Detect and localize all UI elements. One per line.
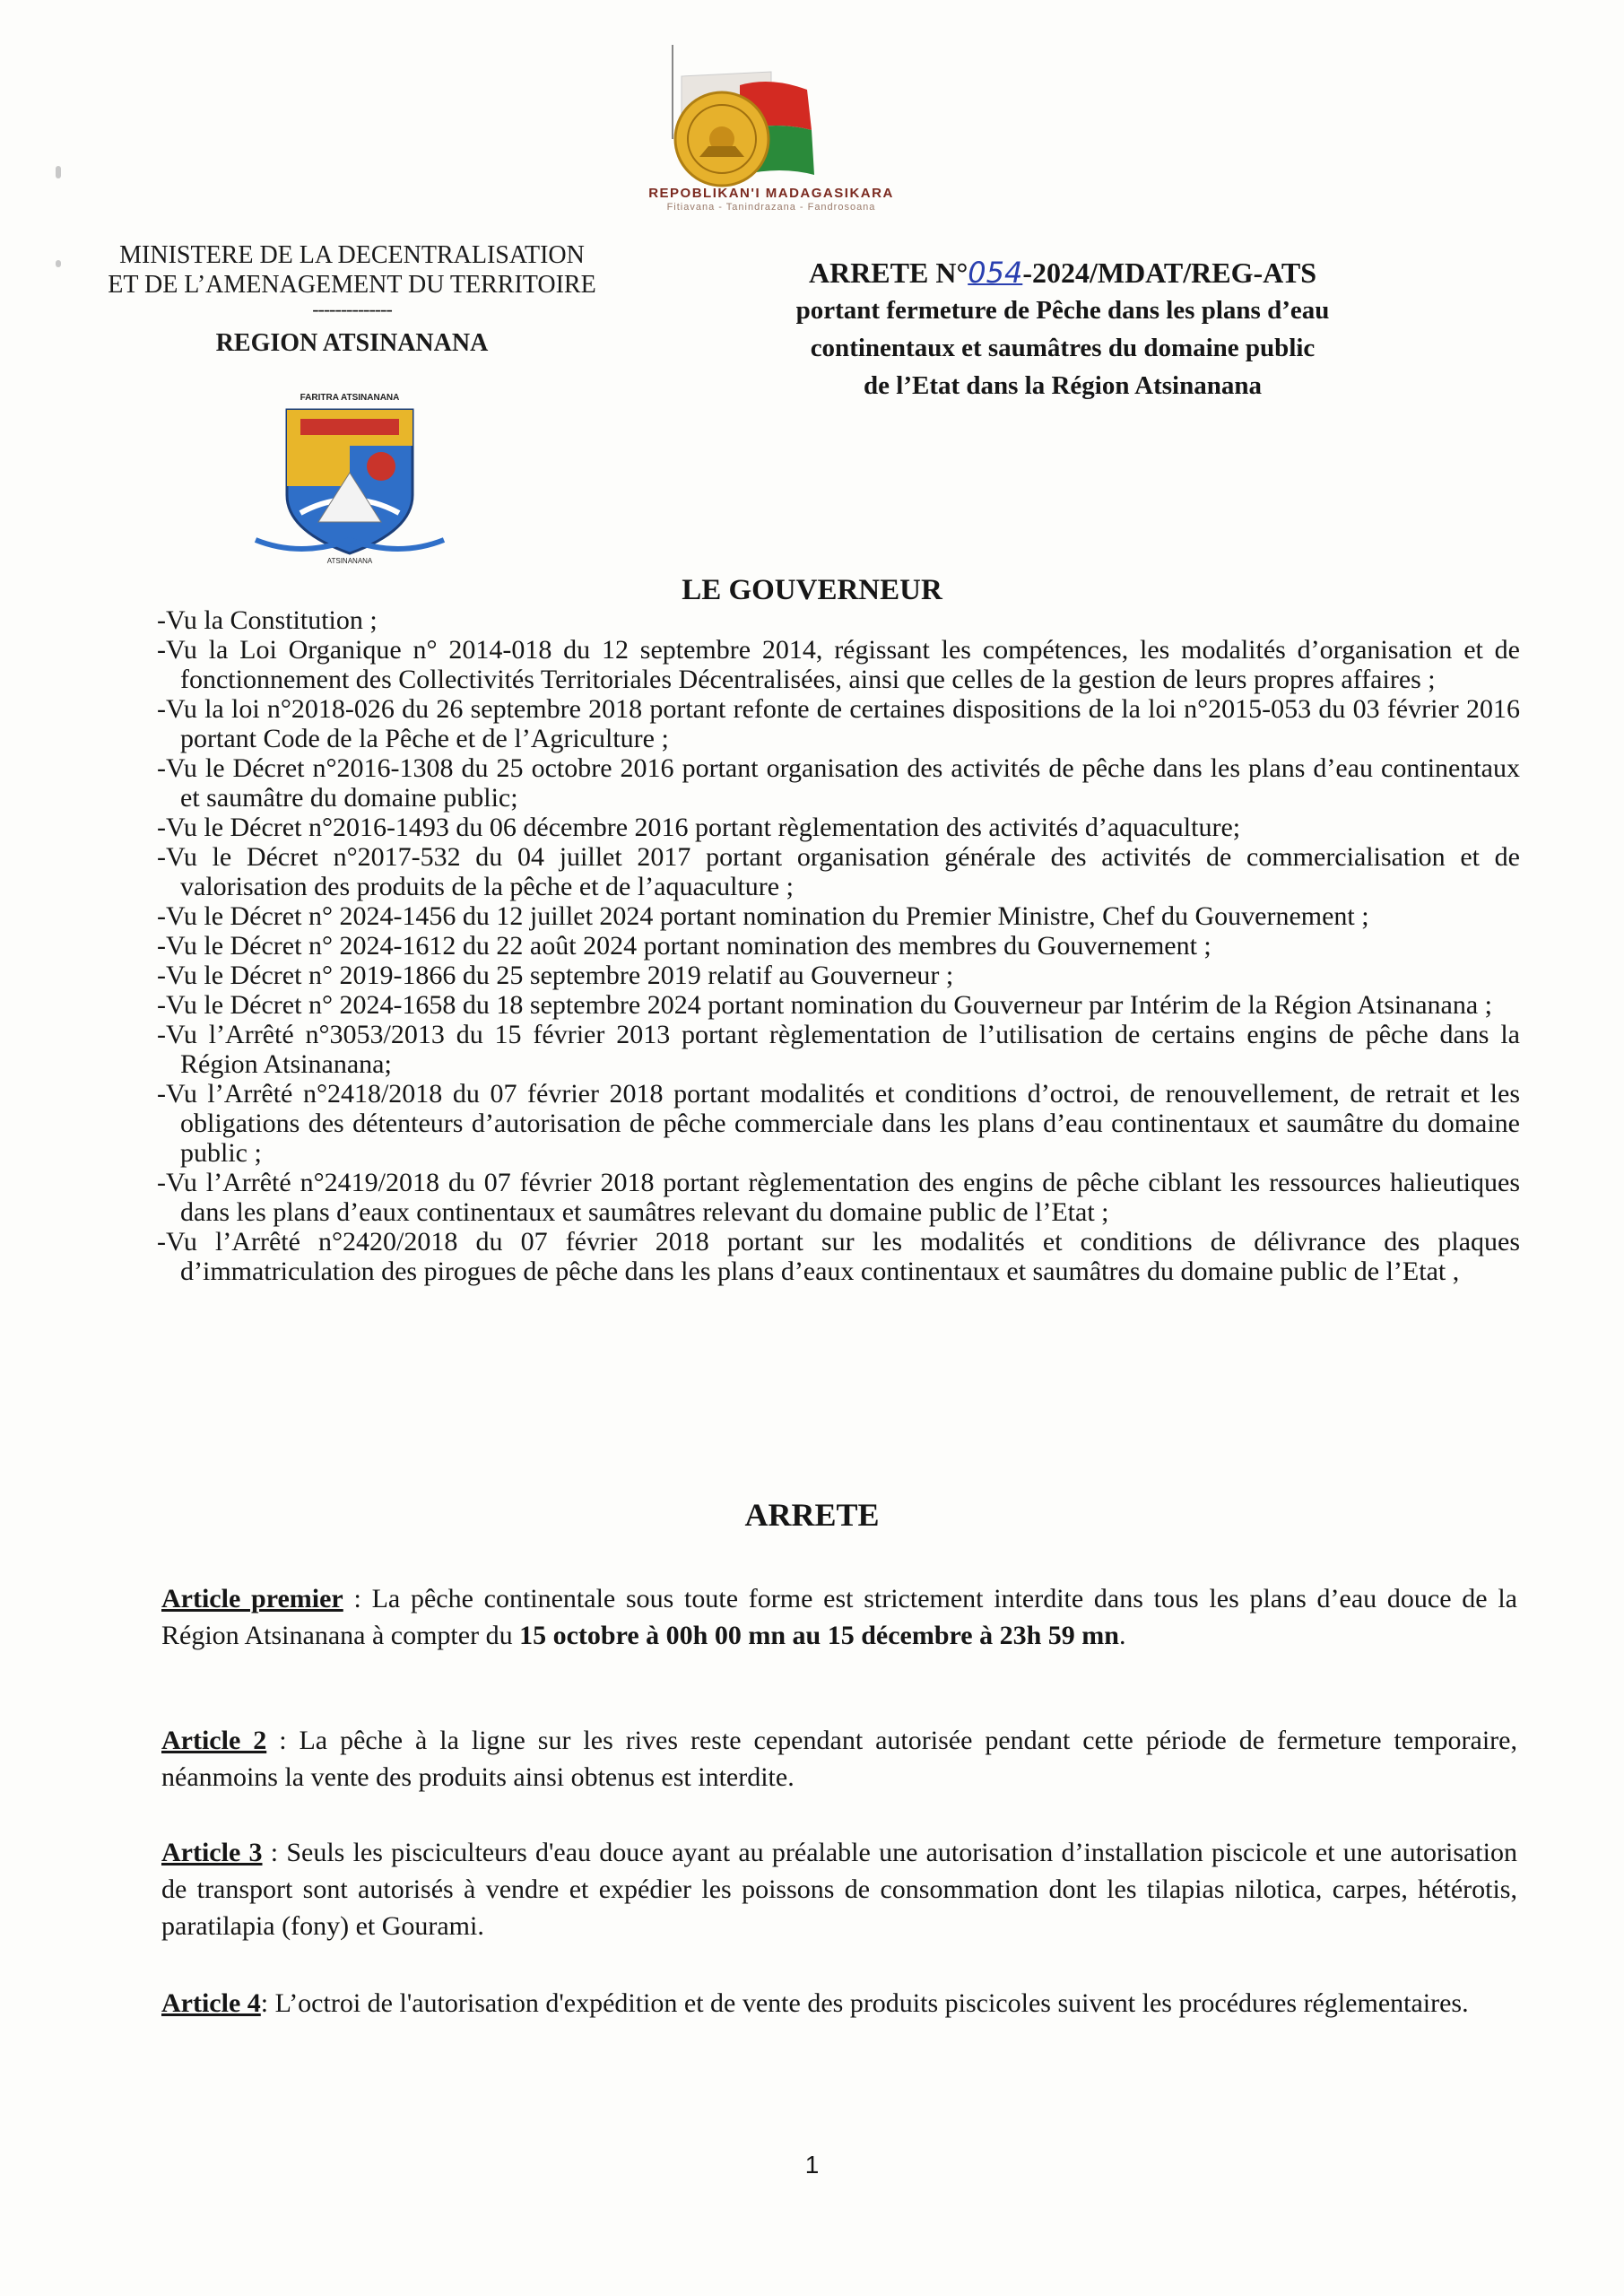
visa-item: -Vu le Décret n°2017-532 du 04 juillet 2017 portant organisation générale des activités de commercialisation et de valorisation des produits de la pêche et de l’aquaculture ; <box>157 842 1520 901</box>
region-crest <box>247 387 453 567</box>
article-text-end: . <box>1118 1621 1126 1650</box>
visa-item: -Vu le Décret n°2016-1493 du 06 décembre 2016 portant règlementation des activités d’aquaculture; <box>157 813 1241 842</box>
gouverneur-heading: LE GOUVERNEUR <box>682 574 942 606</box>
visa-item: -Vu le Décret n° 2024-1456 du 12 juillet 2024 portant nomination du Premier Ministre, Chef du Gouvernement ; <box>157 901 1369 931</box>
crest-bottom-text: ATSINANANA <box>326 557 373 565</box>
arrete-heading: ARRETE <box>744 1497 880 1533</box>
national-seal <box>592 40 951 220</box>
subject-line-3: de l’Etat dans la Région Atsinanana <box>864 371 1262 400</box>
visa-item: -Vu le Décret n°2016-1308 du 25 octobre 2016 portant organisation des activités de pêche dans les plans d’eau continentaux et saumâtre du domaine public; <box>157 753 1520 813</box>
scan-speck <box>56 166 61 178</box>
article-label: Article premier <box>161 1584 343 1613</box>
ministry-block <box>108 240 596 358</box>
visa-item: -Vu l’Arrêté n°2418/2018 du 07 février 2018 portant modalités et conditions d’octroi, de renouvellement, de retrait et les obligations des détenteurs d’autorisation de pêche commerciale dans les plans d’eau continentaux et saumâtre du domaine public ; <box>157 1079 1520 1168</box>
article-sep: : <box>266 1726 300 1755</box>
region-name: REGION ATSINANANA <box>215 329 489 357</box>
article-3 <box>161 1834 1517 1944</box>
arrete-suffix: -2024/MDAT/REG-ATS <box>1022 257 1317 289</box>
crest-top-text: FARITRA ATSINANANA <box>300 393 400 403</box>
visa-item: -Vu le Décret n° 2019-1866 du 25 septembre 2019 relatif au Gouverneur ; <box>157 961 954 990</box>
visa-item: -Vu le Décret n° 2024-1612 du 22 août 2024 portant nomination des membres du Gouvernement ; <box>157 931 1211 961</box>
visa-item: -Vu la Loi Organique n° 2014-018 du 12 septembre 2014, régissant les compétences, les modalités d’organisation et de fonctionnement des Collectivités Territoriales Décentralisées, ainsi que celles de la gestion de leurs propres affaires ; <box>157 635 1520 694</box>
article-4 <box>161 1985 1517 2022</box>
visa-item: -Vu la Constitution ; <box>157 605 378 635</box>
article-2 <box>161 1722 1517 1796</box>
article-bold-dates: 15 octobre à 00h 00 mn au 15 décembre à 23h 59 mn <box>519 1621 1119 1650</box>
seal-emblem-icon <box>592 40 951 193</box>
subject-line-1: portant fermeture de Pêche dans les plans d’eau <box>795 296 1330 325</box>
article-sep: : <box>260 1988 275 2018</box>
visa-item: -Vu l’Arrêté n°2419/2018 du 07 février 2018 portant règlementation des engins de pêche ciblant les ressources halieutiques dans les plans d’eaux continentaux et saumâtres relevant du domaine public de l’Etat ; <box>157 1168 1520 1227</box>
ministry-line-1: MINISTERE DE LA DECENTRALISATION <box>119 241 585 269</box>
article-text: La pêche continentale sous toute forme est strictement interdite dans tous les plans d’eau douce de la Région Atsinanana à compter du <box>161 1584 1517 1650</box>
article-sep: : <box>343 1584 372 1613</box>
article-text: La pêche à la ligne sur les rives reste cependant autorisée pendant cette période de fermeture temporaire, néanmoins la vente des produits ainsi obtenus est interdite. <box>161 1726 1517 1792</box>
article-1 <box>161 1580 1517 1654</box>
arrete-header <box>708 254 1417 404</box>
crest-shield-icon <box>247 387 453 567</box>
arrete-number-line <box>708 254 1417 291</box>
article-label: Article 4 <box>161 1988 261 2018</box>
visas-list <box>157 605 1520 1286</box>
republic-motto: Fitiavana - Tanindrazana - Fandrosoana <box>666 202 876 213</box>
republic-name: REPOBLIKAN'I MADAGASIKARA <box>648 186 894 201</box>
scan-speck <box>56 260 61 267</box>
visa-item: -Vu l’Arrêté n°3053/2013 du 15 février 2013 portant règlementation de l’utilisation de certains engins de pêche dans la Région Atsinanana; <box>157 1020 1520 1079</box>
article-sep: : <box>262 1838 287 1867</box>
subject-line-2: continentaux et saumâtres du domaine public <box>810 334 1316 362</box>
arrete-prefix: ARRETE N° <box>808 257 968 289</box>
page-number: 1 <box>804 2151 820 2179</box>
article-text: L’octroi de l'autorisation d'expédition et de vente des produits piscicoles suivent les procédures réglementaires. <box>274 1988 1469 2018</box>
header-separator: -------------- <box>312 298 392 320</box>
visa-item: -Vu l’Arrêté n°2420/2018 du 07 février 2018 portant sur les modalités et conditions de délivrance des plaques d’immatriculation des pirogues de pêche dans les plans d’eaux continentaux et saumâtres du domaine public de l’Etat , <box>157 1227 1520 1286</box>
article-label: Article 2 <box>161 1726 267 1755</box>
article-label: Article 3 <box>161 1838 263 1867</box>
article-text: Seuls les pisciculteurs d'eau douce ayant au préalable une autorisation d’installation piscicole et une autorisation de transport sont autorisés à vendre et expédier les poissons de consommation dont les tilapias nilotica, carpes, hétérotis, paratilapia (fony) et Gourami. <box>161 1838 1517 1941</box>
visa-item: -Vu la loi n°2018-026 du 26 septembre 2018 portant refonte de certaines dispositions de la loi n°2015-053 du 03 février 2016 portant Code de la Pêche et de l’Agriculture ; <box>157 694 1520 753</box>
ministry-line-2: ET DE L’AMENAGEMENT DU TERRITOIRE <box>108 271 596 299</box>
visa-item: -Vu le Décret n° 2024-1658 du 18 septembre 2024 portant nomination du Gouverneur par Intérim de la Région Atsinanana ; <box>157 990 1492 1020</box>
handwritten-number: 054 <box>968 256 1023 290</box>
